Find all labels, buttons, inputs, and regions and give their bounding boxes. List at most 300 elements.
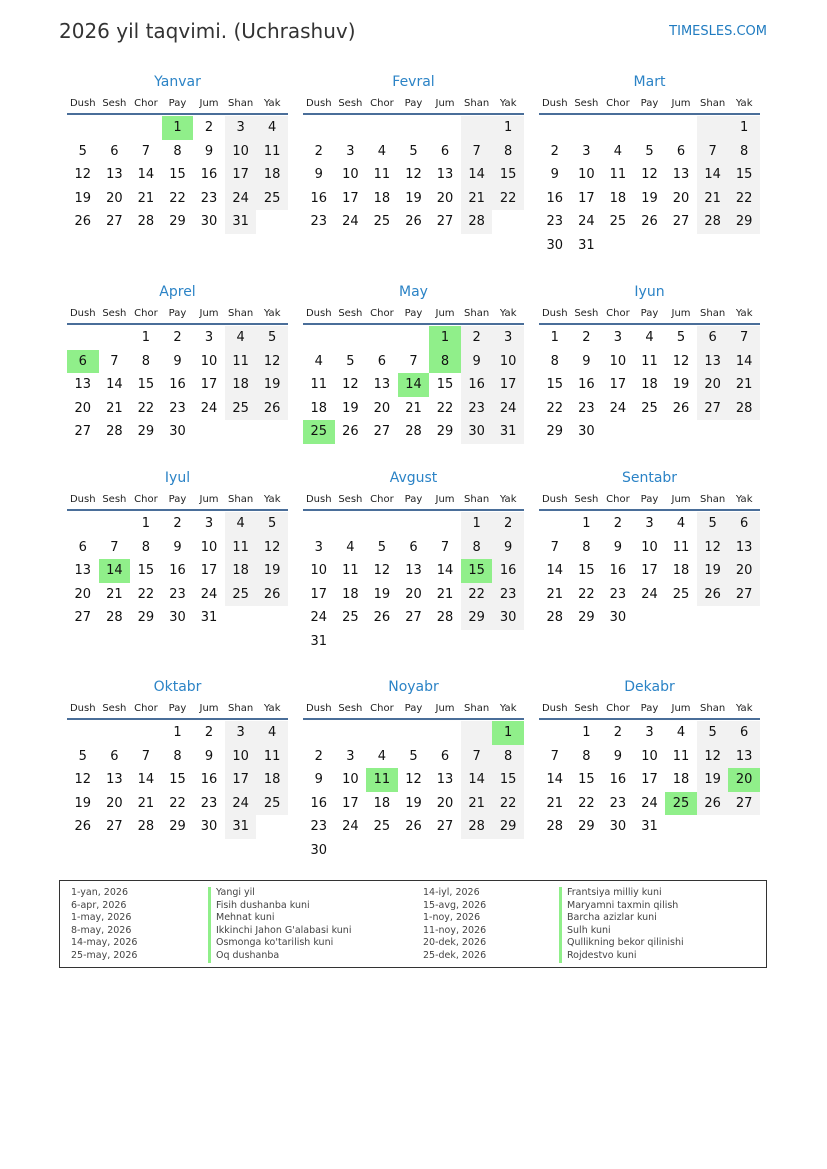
day-cell: 16 [169,563,186,579]
holiday-day-cell: 1 [429,326,461,350]
day-cell: 8 [492,140,524,164]
day-cell: 24 [200,586,218,602]
day-cell: 21 [728,373,760,397]
weekday-label: Dush [305,308,332,319]
day-cell: 8 [141,539,151,555]
day-cell: 6 [676,143,686,159]
day-cell: 30 [492,606,524,630]
weekday-label: Jum [671,308,691,319]
weekday-label: Shan [464,703,490,714]
day-cell: 23 [169,586,186,602]
day-cell: 9 [314,772,323,788]
day-cell: 8 [728,140,760,164]
empty-day-cell [398,116,430,140]
holiday-date: 14-iyl, 2026 [423,887,480,898]
weekday-label: Pay [404,308,423,319]
weekday-header [303,700,524,720]
day-cell: 2 [550,143,559,159]
holiday-dates-col-2 [423,887,486,963]
day-cell: 10 [342,167,359,183]
day-cell: 29 [137,424,155,440]
day-cell: 13 [728,536,760,560]
holiday-name: Frantsiya milliy kuni [559,887,684,900]
weekday-label: Shan [700,98,726,109]
day-cell: 9 [204,748,214,764]
weekday-header [539,305,760,325]
day-cell: 19 [697,559,729,583]
day-cell: 29 [578,610,595,626]
day-cell: 7 [461,745,493,769]
weekday-label: Chor [606,308,630,319]
holiday-date: 25-may, 2026 [71,949,138,961]
month-sentabr [539,468,760,630]
day-cell: 27 [436,214,454,230]
weekday-header [67,305,288,325]
day-cell: 3 [346,748,355,764]
holiday-date: 6-apr, 2026 [71,899,127,911]
day-cell: 22 [137,400,155,416]
day-cell: 26 [74,214,92,230]
day-cell: 19 [74,190,92,206]
month-fevral [303,72,524,234]
day-cell: 20 [74,586,92,602]
day-cell: 7 [409,353,418,369]
weekday-label: Yak [263,98,281,109]
day-cell: 9 [314,167,323,183]
day-cell: 7 [697,140,729,164]
month-oktabr [67,677,288,839]
holiday-date: 14-may, 2026 [71,937,138,949]
day-cell: 10 [225,745,257,769]
weekday-label: Shan [700,703,726,714]
day-cell: 23 [461,397,493,421]
day-cell: 3 [645,725,654,740]
day-cell: 5 [409,748,418,764]
day-cell: 3 [225,116,257,140]
day-cell: 24 [641,795,658,811]
day-cell: 29 [728,210,760,234]
empty-day-cell [303,326,335,350]
weekday-label: Yak [499,494,517,505]
weekday-label: Yak [735,308,753,319]
day-cell: 2 [204,120,214,135]
weekday-label: Sesh [574,703,599,714]
day-cell: 4 [676,725,686,740]
day-cell: 11 [225,536,257,560]
day-cell: 30 [578,424,595,440]
holiday-name: Oq dushanba [208,950,351,963]
holiday-day-cell: 14 [398,373,430,397]
day-cell: 10 [200,539,218,555]
weekday-label: Yak [735,494,753,505]
month-name: Iyun [634,284,665,300]
empty-day-cell [539,116,571,140]
month-dekabr [539,677,760,839]
weekday-label: Jum [199,308,219,319]
day-cell: 11 [373,167,391,183]
weekday-label: Yak [263,308,281,319]
day-cell: 13 [728,745,760,769]
day-cell: 4 [676,516,686,531]
day-cell: 10 [578,167,595,183]
month-iyun [539,282,760,444]
day-cell: 10 [641,539,658,555]
holiday-date: 1-yan, 2026 [71,887,128,898]
day-cell: 26 [373,610,391,626]
day-cell: 17 [200,377,218,393]
weekday-label: Chor [134,308,158,319]
day-cell: 14 [436,563,454,579]
weekday-label: Pay [640,494,659,505]
weekday-header [539,700,760,720]
day-cell: 9 [461,350,493,374]
day-cell: 2 [461,326,493,350]
weekday-label: Chor [370,308,394,319]
day-cell: 29 [169,819,186,835]
day-grid [303,512,524,654]
holiday-date: 1-may, 2026 [71,912,132,924]
empty-day-cell [303,721,335,745]
day-cell: 23 [609,795,627,811]
day-cell: 28 [461,210,493,234]
day-cell: 9 [613,539,623,555]
day-cell: 14 [137,167,155,183]
day-cell: 25 [256,187,288,211]
day-cell: 6 [409,539,418,555]
day-cell: 13 [373,377,391,393]
day-cell: 22 [492,187,524,211]
weekday-label: Sesh [338,494,363,505]
day-cell: 23 [200,795,218,811]
day-cell: 13 [697,350,729,374]
empty-day-cell [303,116,335,140]
holiday-date: 1-noy, 2026 [423,912,481,924]
weekday-label: Sesh [338,308,363,319]
holiday-date: 8-may, 2026 [71,924,132,936]
day-cell: 15 [169,167,186,183]
day-cell: 30 [461,420,493,444]
day-cell: 3 [204,516,214,531]
day-cell: 19 [672,377,690,393]
weekday-label: Shan [464,494,490,505]
month-iyul [67,468,288,630]
empty-day-cell [366,512,398,536]
empty-day-cell [461,721,493,745]
day-cell: 11 [342,563,359,579]
weekday-label: Pay [640,703,659,714]
day-cell: 15 [492,163,524,187]
day-cell: 6 [440,748,450,764]
month-mart [539,72,760,258]
day-cell: 1 [582,725,591,740]
day-cell: 20 [373,400,391,416]
day-cell: 29 [461,606,493,630]
weekday-label: Chor [370,494,394,505]
weekday-label: Shan [228,703,254,714]
empty-day-cell [67,512,99,536]
month-name: Iyul [164,470,191,486]
day-cell: 21 [137,795,155,811]
day-cell: 4 [377,143,387,159]
holiday-dates-col-1 [71,887,137,963]
day-cell: 8 [492,745,524,769]
month-noyabr [303,677,524,863]
day-cell: 7 [728,326,760,350]
day-cell: 1 [173,725,182,740]
day-cell: 20 [728,559,760,583]
day-cell: 19 [74,795,92,811]
day-cell: 3 [582,143,591,159]
day-cell: 9 [613,748,623,764]
weekday-label: Sesh [574,494,599,505]
day-grid [67,116,288,234]
month-may [303,282,524,444]
day-cell: 4 [225,326,257,350]
day-cell: 24 [310,610,328,626]
day-cell: 28 [106,610,123,626]
day-cell: 27 [74,610,92,626]
day-cell: 28 [137,819,155,835]
day-grid [67,721,288,839]
day-grid [539,721,760,839]
day-cell: 17 [200,563,218,579]
day-cell: 8 [582,748,591,764]
day-cell: 24 [225,792,257,816]
day-cell: 16 [578,377,595,393]
day-cell: 20 [106,190,123,206]
day-cell: 20 [405,586,422,602]
weekday-header [67,700,288,720]
day-cell: 26 [74,819,92,835]
day-cell: 17 [225,768,257,792]
day-cell: 27 [74,424,92,440]
day-cell: 5 [645,143,654,159]
holiday-name: Fisih dushanba kuni [208,900,351,913]
day-cell: 16 [310,190,328,206]
holiday-day-cell: 1 [492,721,524,745]
day-cell: 23 [310,819,328,835]
day-cell: 28 [436,610,454,626]
holiday-name: Sulh kuni [559,925,684,938]
weekday-label: Chor [370,98,394,109]
day-cell: 7 [550,539,559,555]
day-grid [67,326,288,444]
day-cell: 17 [342,190,359,206]
weekday-label: Yak [263,494,281,505]
weekday-label: Pay [640,308,659,319]
day-cell: 24 [342,214,359,230]
day-cell: 9 [550,167,559,183]
empty-day-cell [366,116,398,140]
day-cell: 30 [169,610,186,626]
day-cell: 11 [672,539,690,555]
day-cell: 16 [461,373,493,397]
day-cell: 31 [310,633,328,649]
day-cell: 8 [461,536,493,560]
weekday-label: Yak [735,98,753,109]
day-cell: 28 [728,397,760,421]
day-cell: 5 [697,721,729,745]
day-cell: 17 [225,163,257,187]
day-cell: 17 [641,772,658,788]
day-cell: 28 [697,210,729,234]
empty-day-cell [429,721,461,745]
day-cell: 10 [342,772,359,788]
day-cell: 26 [672,400,690,416]
day-cell: 15 [137,563,155,579]
day-cell: 21 [546,586,564,602]
day-cell: 18 [373,190,391,206]
day-cell: 13 [672,167,690,183]
weekday-label: Pay [404,98,423,109]
day-cell: 4 [645,330,654,345]
day-cell: 2 [492,512,524,536]
day-cell: 17 [641,563,658,579]
weekday-header [67,491,288,511]
day-cell: 23 [310,214,328,230]
day-cell: 16 [609,772,627,788]
weekday-header [303,305,524,325]
day-cell: 1 [728,116,760,140]
day-cell: 20 [697,373,729,397]
day-cell: 23 [578,400,595,416]
day-cell: 8 [582,539,591,555]
weekday-label: Dush [69,703,96,714]
day-cell: 4 [314,353,323,369]
day-cell: 26 [405,214,422,230]
day-cell: 26 [697,792,729,816]
day-cell: 21 [461,792,493,816]
day-cell: 23 [169,400,186,416]
weekday-label: Chor [606,494,630,505]
day-cell: 22 [728,187,760,211]
month-name: Yanvar [154,74,201,90]
day-cell: 24 [578,214,595,230]
day-cell: 28 [546,610,564,626]
day-cell: 18 [342,586,359,602]
day-cell: 3 [645,516,654,531]
weekday-label: Jum [435,494,455,505]
weekday-label: Dush [69,308,96,319]
day-cell: 31 [578,237,595,253]
day-cell: 12 [373,563,391,579]
empty-day-cell [99,326,131,350]
day-cell: 7 [141,748,151,764]
month-avgust [303,468,524,654]
holiday-day-cell: 25 [665,792,697,816]
empty-day-cell [335,326,367,350]
day-cell: 27 [672,214,690,230]
weekday-label: Pay [168,703,187,714]
empty-day-cell [539,721,571,745]
empty-day-cell [67,721,99,745]
day-cell: 6 [110,143,119,159]
day-cell: 12 [697,536,729,560]
day-cell: 24 [609,400,627,416]
day-cell: 19 [256,373,288,397]
holiday-name: Mehnat kuni [208,912,351,925]
weekday-label: Chor [606,98,630,109]
holiday-names-col-2 [559,887,684,963]
day-cell: 14 [137,772,155,788]
day-cell: 20 [436,795,454,811]
day-cell: 18 [256,768,288,792]
day-cell: 14 [546,772,564,788]
day-cell: 29 [492,815,524,839]
day-cell: 6 [697,326,729,350]
day-cell: 22 [546,400,564,416]
brand-link[interactable]: TIMESLES.COM [669,24,767,39]
month-name: May [399,284,428,300]
weekday-label: Shan [228,308,254,319]
empty-day-cell [99,721,131,745]
day-cell: 25 [373,214,391,230]
day-cell: 17 [492,373,524,397]
weekday-label: Jum [199,703,219,714]
empty-day-cell [366,326,398,350]
weekday-label: Chor [134,703,158,714]
day-cell: 27 [106,214,123,230]
day-cell: 20 [106,795,123,811]
day-cell: 12 [672,353,690,369]
day-cell: 7 [550,748,559,764]
day-cell: 2 [582,330,591,345]
day-cell: 12 [405,167,422,183]
day-grid [539,116,760,258]
weekday-label: Dush [69,98,96,109]
day-cell: 4 [225,512,257,536]
month-name: Dekabr [624,679,675,695]
weekday-label: Jum [671,494,691,505]
day-cell: 13 [436,772,454,788]
day-cell: 21 [405,400,422,416]
day-cell: 18 [256,163,288,187]
day-cell: 31 [200,610,218,626]
day-cell: 4 [256,116,288,140]
day-cell: 21 [106,586,123,602]
day-cell: 7 [141,143,151,159]
empty-day-cell [398,512,430,536]
day-cell: 22 [492,792,524,816]
day-cell: 20 [74,400,92,416]
day-cell: 3 [225,721,257,745]
weekday-label: Yak [263,703,281,714]
weekday-label: Sesh [102,703,127,714]
day-cell: 26 [342,424,359,440]
weekday-label: Sesh [338,703,363,714]
day-cell: 22 [436,400,454,416]
day-cell: 16 [200,772,218,788]
weekday-header [67,95,288,115]
weekday-label: Jum [435,98,455,109]
day-cell: 25 [225,583,257,607]
day-grid [539,326,760,444]
weekday-label: Shan [700,308,726,319]
empty-day-cell [398,326,430,350]
empty-day-cell [303,512,335,536]
holiday-name: Ikkinchi Jahon G'alabasi kuni [208,925,351,938]
empty-day-cell [398,721,430,745]
day-cell: 15 [728,163,760,187]
day-cell: 13 [74,563,92,579]
weekday-label: Pay [404,494,423,505]
holiday-name: Barcha azizlar kuni [559,912,684,925]
day-cell: 22 [461,583,493,607]
day-cell: 25 [256,792,288,816]
day-cell: 12 [697,745,729,769]
day-cell: 20 [436,190,454,206]
day-cell: 1 [582,516,591,531]
